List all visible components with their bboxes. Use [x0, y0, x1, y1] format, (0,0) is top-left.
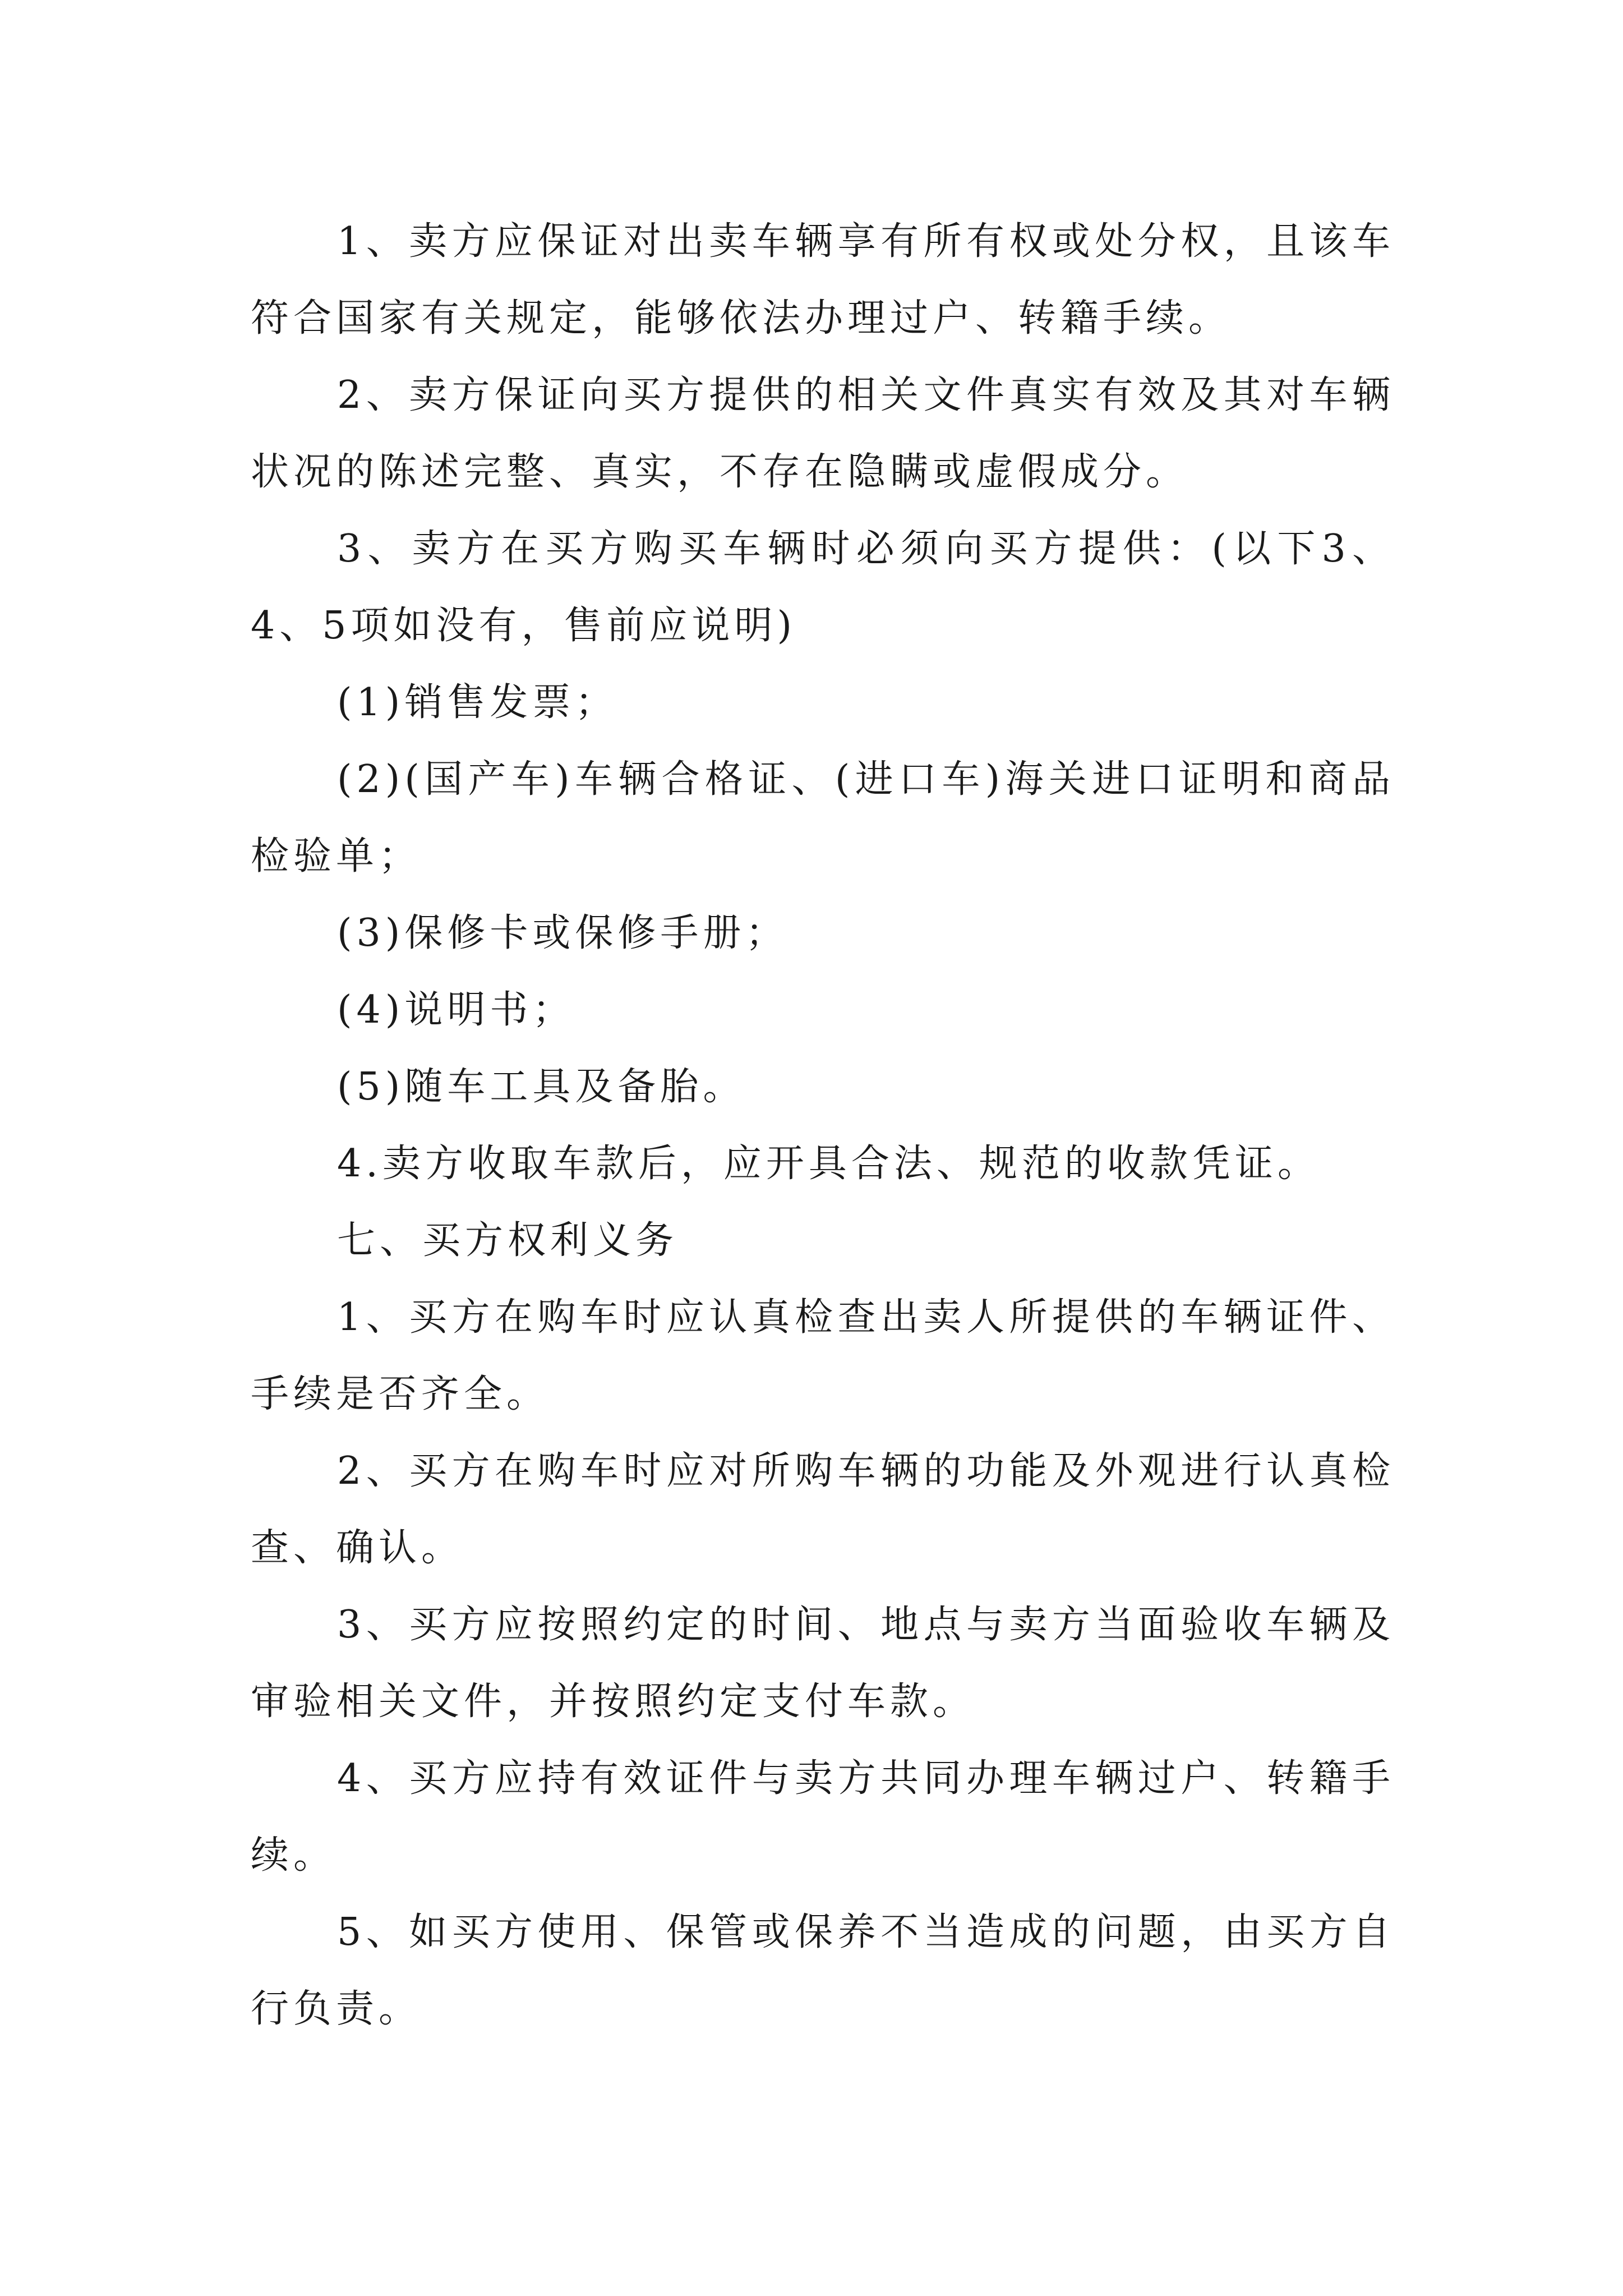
document-body: [251, 203, 1395, 2047]
paragraph-seller-ownership: 1、卖方应保证对出卖车辆享有所有权或处分权，且该车符合国家有关规定，能够依法办理过户、转籍手续。: [251, 219, 1395, 341]
paragraph-buyer-check-documents: 1、买方在购车时应认真检查出卖人所提供的车辆证件、手续是否齐全。: [251, 1295, 1395, 1416]
paragraph-item-tools: (5)随车工具及备胎。: [337, 1065, 746, 1109]
section-heading-buyer-rights: 七、买方权利义务: [337, 1218, 679, 1263]
paragraph-buyer-check-vehicle: 2、买方在购车时应对所购车辆的功能及外观进行认真检查、确认。: [251, 1449, 1395, 1570]
paragraph-item-invoice: (1)销售发票；: [337, 680, 618, 725]
paragraph-item-manual: (4)说明书；: [337, 988, 575, 1032]
paragraph-buyer-responsibility: 5、如买方使用、保管或保养不当造成的问题，由买方自行负责。: [251, 1910, 1395, 2031]
paragraph-buyer-acceptance-payment: 3、买方应按照约定的时间、地点与卖方当面验收车辆及审验相关文件，并按照约定支付车款。: [251, 1603, 1395, 1724]
paragraph-seller-receipt: 4.卖方收取车款后，应开具合法、规范的收款凭证。: [337, 1142, 1320, 1186]
paragraph-item-warranty: (3)保修卡或保修手册；: [337, 911, 789, 955]
paragraph-buyer-transfer: 4、买方应持有效证件与卖方共同办理车辆过户、转籍手续。: [251, 1756, 1395, 1878]
paragraph-seller-documents-true: 2、卖方保证向买方提供的相关文件真实有效及其对车辆状况的陈述完整、真实，不存在隐瞒或虚假成分。: [251, 373, 1395, 494]
paragraph-seller-provide-list: 3、卖方在买方购买车辆时必须向买方提供：(以下3、4、5项如没有，售前应说明): [251, 527, 1395, 648]
paragraph-item-certificate: (2)(国产车)车辆合格证、(进口车)海关进口证明和商品检验单；: [251, 757, 1395, 878]
